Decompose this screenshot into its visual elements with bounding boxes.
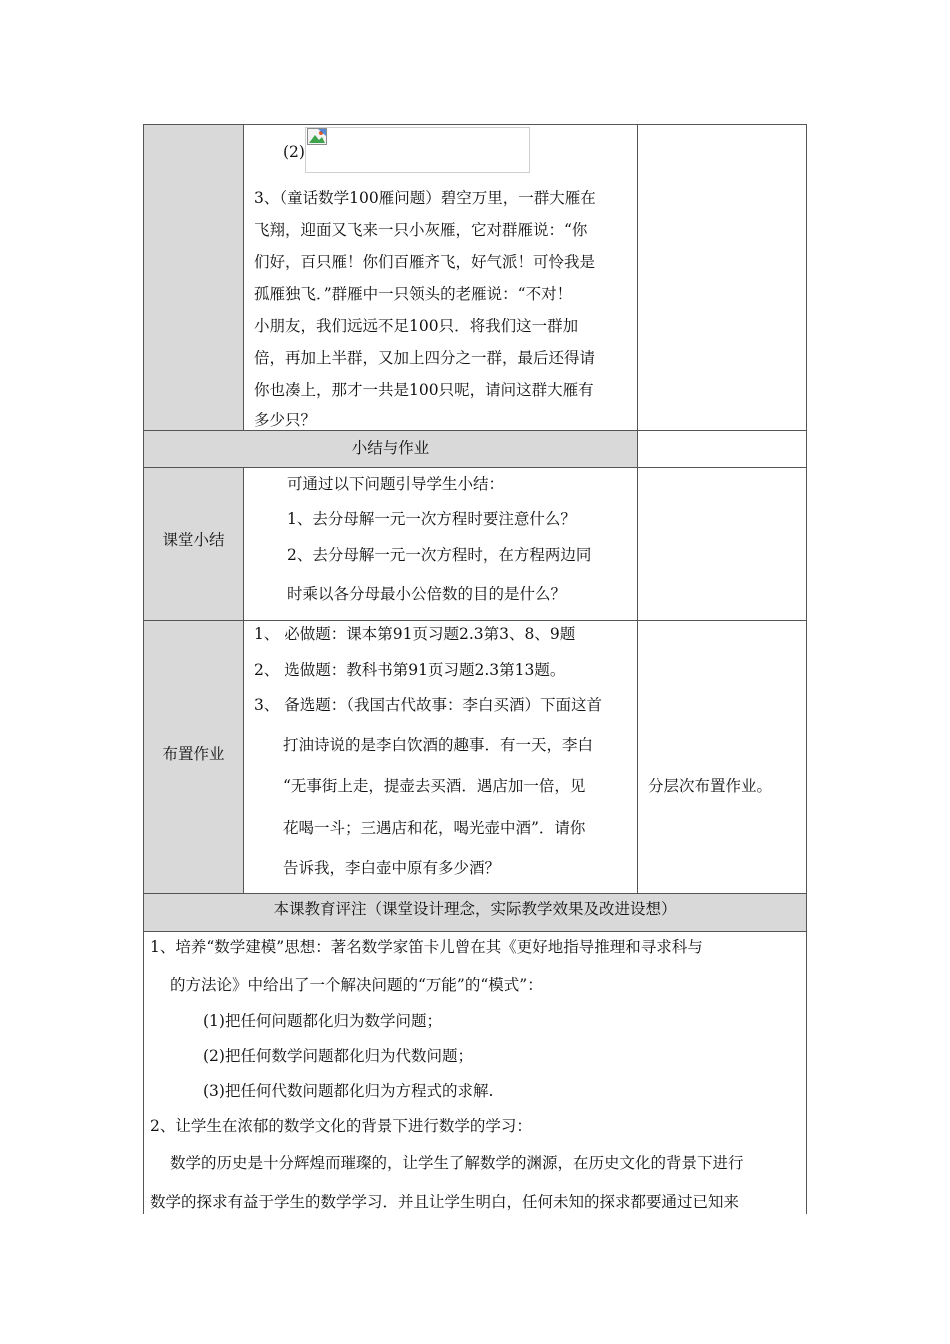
class-summary-line-3: 2、去分母解一元一次方程时，在方程两边同	[287, 546, 592, 564]
review-header: 本课教育评注（课堂设计理念，实际教学效果及改进设想）	[273, 900, 677, 918]
problem3-line-7: 你也凑上，那才一共是100只呢，请问这群大雁有	[254, 381, 594, 399]
review-line-4: (2)把任何数学问题都化归为代数问题；	[203, 1047, 473, 1065]
homework-label: 布置作业	[162, 745, 225, 763]
homework-line-4: 打油诗说的是李白饮酒的趣事．有一天，李白	[283, 736, 594, 754]
homework-line-3: 3、 备选题：（我国古代故事：李白买酒）下面这首	[254, 696, 603, 714]
homework-line-6: 花喝一斗；三遇店和花，喝光壶中酒”．请你	[283, 819, 586, 837]
homework-note: 分层次布置作业。	[648, 777, 773, 795]
class-summary-line-4: 时乘以各分母最小公倍数的目的是什么？	[287, 585, 567, 603]
problem3-line-8: 多少只？	[254, 411, 317, 429]
review-line-6: 2、让学生在浓郁的数学文化的背景下进行数学的学习：	[150, 1117, 532, 1135]
table-border-left	[143, 124, 144, 1214]
column-divider-2	[637, 124, 638, 893]
review-line-2: 的方法论》中给出了一个解决问题的“万能”的“模式”：	[170, 976, 543, 994]
problem3-line-2: 飞翔，迎面又飞来一只小灰雁，它对群雁说：“你	[254, 221, 588, 239]
review-line-8: 数学的探求有益于学生的数学学习．并且让学生明白，任何未知的探求都要通过已知来	[150, 1193, 740, 1211]
formula-image-frame	[305, 127, 530, 173]
sub-item-label: (2)	[283, 143, 305, 161]
column-divider-1-top	[243, 124, 244, 430]
homework-line-1: 1、 必做题：课本第91页习题2.3第3、8、9题	[254, 625, 576, 643]
problem3-line-6: 倍，再加上半群，又加上四分之一群，最后还得请	[254, 349, 596, 367]
row-divider-summary	[143, 430, 807, 431]
row-divider-review	[143, 931, 807, 932]
class-summary-line-1: 可通过以下问题引导学生小结：	[287, 475, 505, 493]
review-line-5: (3)把任何代数问题都化归为方程式的求解.	[203, 1082, 494, 1100]
left-column-shade-top	[144, 125, 243, 430]
homework-line-2: 2、 选做题：教科书第91页习题2.3第13题。	[254, 661, 566, 679]
summary-header: 小结与作业	[351, 439, 430, 457]
row-divider-review-header	[143, 893, 807, 894]
problem3-line-5: 小朋友，我们远远不足100只．将我们这一群加	[254, 317, 579, 335]
column-divider-1-bottom	[243, 467, 244, 893]
homework-line-7: 告诉我，李白壶中原有多少酒？	[283, 859, 501, 877]
review-line-3: (1)把任何问题都化归为数学问题；	[203, 1012, 442, 1030]
review-line-7: 数学的历史是十分辉煌而璀璨的，让学生了解数学的渊源，在历史文化的背景下进行	[170, 1154, 744, 1172]
class-summary-label: 课堂小结	[162, 531, 225, 549]
review-line-1: 1、培养“数学建模”思想：著名数学家笛卡儿曾在其《更好地指导推理和寻求科与	[150, 938, 703, 956]
problem3-line-4: 孤雁独飞．”群雁中一只领头的老雁说：“不对！	[254, 285, 573, 303]
homework-line-5: “无事街上走，提壶去买酒．遇店加一倍，见	[283, 777, 586, 795]
class-summary-line-2: 1、去分母解一元一次方程时要注意什么？	[287, 510, 576, 528]
broken-image-icon	[307, 128, 327, 145]
problem3-line-3: 们好，百只雁！你们百雁齐飞，好气派！可怜我是	[254, 253, 596, 271]
table-border-right	[806, 124, 807, 1214]
problem3-line-1: 3、（童话数学100雁问题）碧空万里，一群大雁在	[254, 189, 596, 207]
